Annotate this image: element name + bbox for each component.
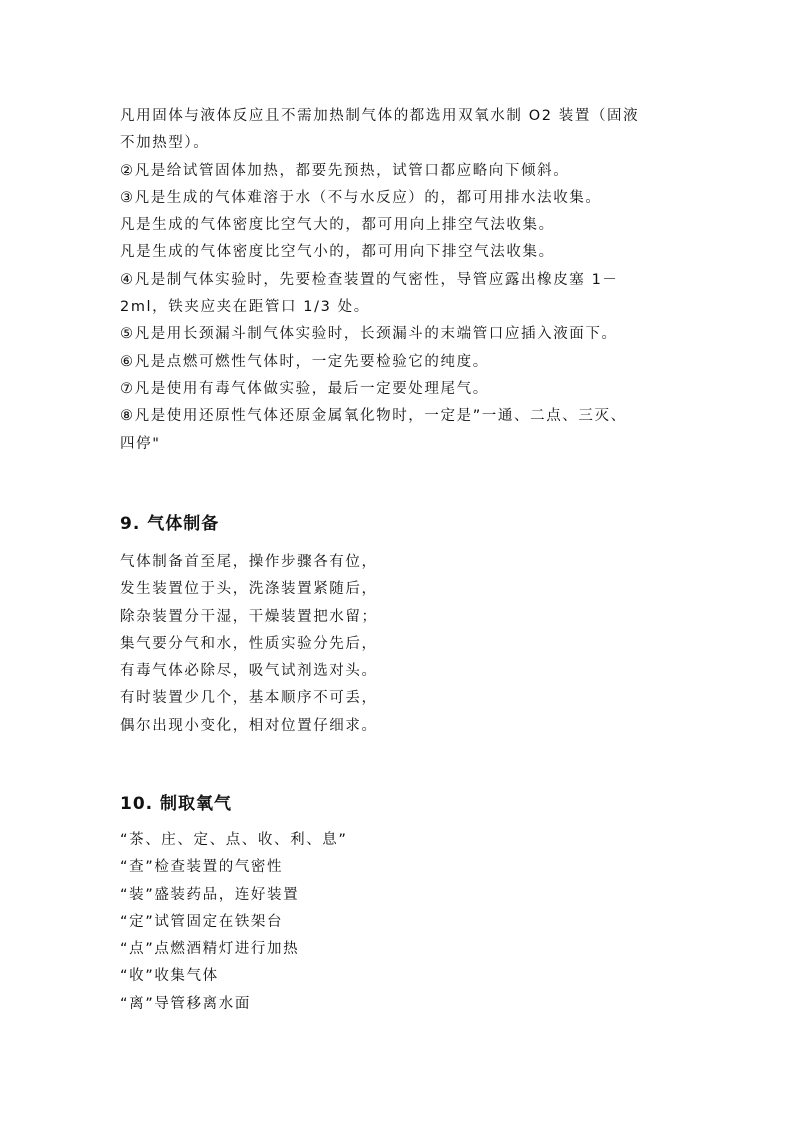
rule-line: 凡是生成的气体密度比空气小的，都可用向下排空气法收集。 [120,244,555,261]
oxygen-steps-list [120,827,348,1018]
rule-line: ⑤凡是用长颈漏斗制气体实验时，长颈漏斗的末端管口应插入液面下。 [120,326,618,343]
step-line: “离”导管移离水面 [120,995,251,1012]
verse-line: 有时装置少几个，基本顺序不可丢， [120,690,378,707]
rule-line: ④凡是制气体实验时，先要检查装置的气密性，导管应露出橡皮塞 1－ [120,271,619,288]
rule-line: 凡用固体与液体反应且不需加热制气体的都选用双氧水制 O2 装置（固液 [120,108,640,124]
step-line: “茶、庄、定、点、收、利、息” [120,832,348,848]
rule-line: ②凡是给试管固体加热，都要先预热，试管口都应略向下倾斜。 [120,162,570,179]
rule-line: 不加热型）。 [120,135,210,152]
rule-line: ⑥凡是点燃可燃性气体时，一定先要检验它的纯度。 [120,353,489,370]
step-line: “查”检查装置的气密性 [120,859,284,876]
verse-line: 发生装置位于头，洗涤装置紧随后， [120,581,378,598]
rule-line: ⑦凡是使用有毒气体做实验，最后一定要处理尾气。 [120,380,489,397]
section-heading-gas-preparation: 9. 气体制备 [120,514,220,534]
step-line: “点”点燃酒精灯进行加热 [120,941,300,958]
verse-line: 除杂装置分干湿，干燥装置把水留； [120,608,378,625]
rule-line: ⑧凡是使用还原性气体还原金属氧化物时，一定是”一通、二点、三灭、 [120,408,627,425]
step-line: “定”试管固定在铁架台 [120,913,284,930]
section-heading-oxygen-preparation: 10. 制取氧气 [120,794,233,814]
step-line: “装”盛装药品，连好装置 [120,886,300,903]
verse-line: 偶尔出现小变化，相对位置仔细求。 [120,717,378,734]
rule-line: 四停" [120,435,161,452]
rule-line: ③凡是生成的气体难溶于水（不与水反应）的，都可用排水法收集。 [120,189,602,206]
verse-line: 气体制备首至尾，操作步骤各有位， [120,554,378,570]
rule-line: 凡是生成的气体密度比空气大的，都可用向上排空气法收集。 [120,217,555,234]
step-line: “收”收集气体 [120,968,219,985]
verse-line: 集气要分气和水，性质实验分先后， [120,635,378,652]
gas-lab-rules-section [120,103,639,458]
rule-line: 2ml，铁夹应夹在距管口 1/3 处。 [120,299,370,316]
verse-line: 有毒气体必除尽，吸气试剂选对头。 [120,663,378,680]
gas-preparation-verse [120,549,378,740]
